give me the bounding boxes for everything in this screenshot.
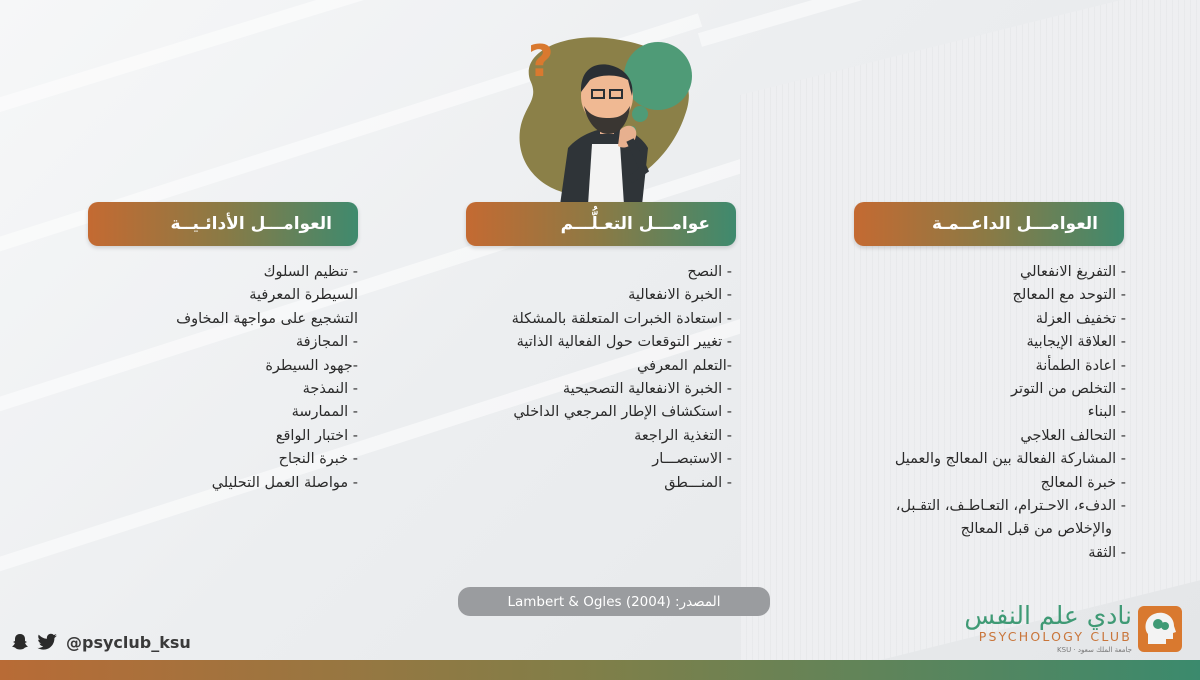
learning-factors-list [440, 261, 732, 495]
learning-factors-title: عوامـــل التعـلُّـــم [560, 214, 710, 234]
supportive-factors-title: العوامـــل الداعــمـة [932, 214, 1098, 234]
head-brain-icon [1138, 606, 1182, 652]
list-item: -التعلم المعرفي [637, 357, 732, 374]
source-text: المصدر: Lambert & Ogles (2004) [507, 593, 721, 610]
performance-factors-header [88, 202, 358, 246]
list-item: -جهود السيطرة [265, 357, 358, 374]
twitter-icon[interactable] [36, 632, 58, 652]
performance-factors-list [100, 261, 358, 495]
list-item: - استعادة الخبرات المتعلقة بالمشكلة [511, 310, 732, 327]
list-item: - الدفء، الاحـترام، التعـاطـف، التقـبل، [895, 498, 1126, 515]
list-item: - اختبار الواقع [275, 427, 358, 444]
performance-factors-title: العوامـــل الأدائـيــة [170, 214, 332, 234]
list-item: والإخلاص من قبل المعالج [960, 521, 1112, 538]
list-item: - التوحد مع المعالج [1012, 287, 1126, 304]
list-item: التشجيع على مواجهة المخاوف [176, 310, 358, 327]
logo-english-text: PSYCHOLOGY CLUB [978, 629, 1132, 644]
list-item: - النمذجة [302, 381, 358, 398]
list-item: - مواصلة العمل التحليلي [211, 474, 358, 491]
snapchat-icon[interactable] [10, 632, 30, 652]
list-item: - تخفيف العزلة [1035, 310, 1126, 327]
learning-factors-header [466, 202, 736, 246]
list-item: - خبرة النجاح [278, 451, 358, 468]
list-item: السيطرة المعرفية [249, 287, 358, 304]
list-item: - المشاركة الفعالة بين المعالج والعميل [894, 451, 1126, 468]
thinking-man-illustration [510, 30, 710, 205]
list-item: - البناء [1087, 404, 1126, 421]
psychology-club-logo [964, 601, 1190, 660]
list-item: - التفريغ الانفعالي [1020, 264, 1126, 280]
list-item: - الخبرة الانفعالية [628, 287, 732, 304]
list-item: - الثقة [1088, 544, 1126, 561]
logo-arabic-text: نادي علم النفس [964, 601, 1132, 630]
list-item: - العلاقة الإيجابية [1026, 334, 1126, 351]
list-item: - الخبرة الانفعالية التصحيحية [562, 381, 732, 398]
list-item: - استكشاف الإطار المرجعي الداخلي [513, 404, 732, 421]
svg-text:?: ? [528, 36, 554, 87]
logo-subtitle: KSU · جامعة الملك سعود [1057, 646, 1132, 654]
social-handles [10, 632, 191, 652]
list-item: - خبرة المعالج [1040, 474, 1126, 491]
bottom-gradient-bar [0, 660, 1200, 680]
list-item: - النصح [687, 264, 732, 280]
list-item: - اعادة الطمأنة [1035, 357, 1126, 374]
list-item: - التغذية الراجعة [634, 427, 732, 444]
supportive-factors-list [830, 261, 1126, 565]
social-handle[interactable]: @psyclub_ksu [66, 632, 191, 652]
list-item: - التحالف العلاجي [1020, 427, 1126, 444]
list-item: - تنظيم السلوك [263, 264, 358, 280]
list-item: - التخلص من التوتر [1011, 381, 1126, 398]
supportive-factors-header [854, 202, 1124, 246]
source-citation [458, 587, 770, 616]
list-item: - المنـــطق [664, 474, 732, 491]
list-item: - الممارسة [291, 404, 358, 421]
list-item: - الاستبصـــار [652, 451, 732, 468]
list-item: - تغيير التوقعات حول الفعالية الذاتية [516, 334, 732, 351]
list-item: - المجازفة [295, 334, 358, 351]
